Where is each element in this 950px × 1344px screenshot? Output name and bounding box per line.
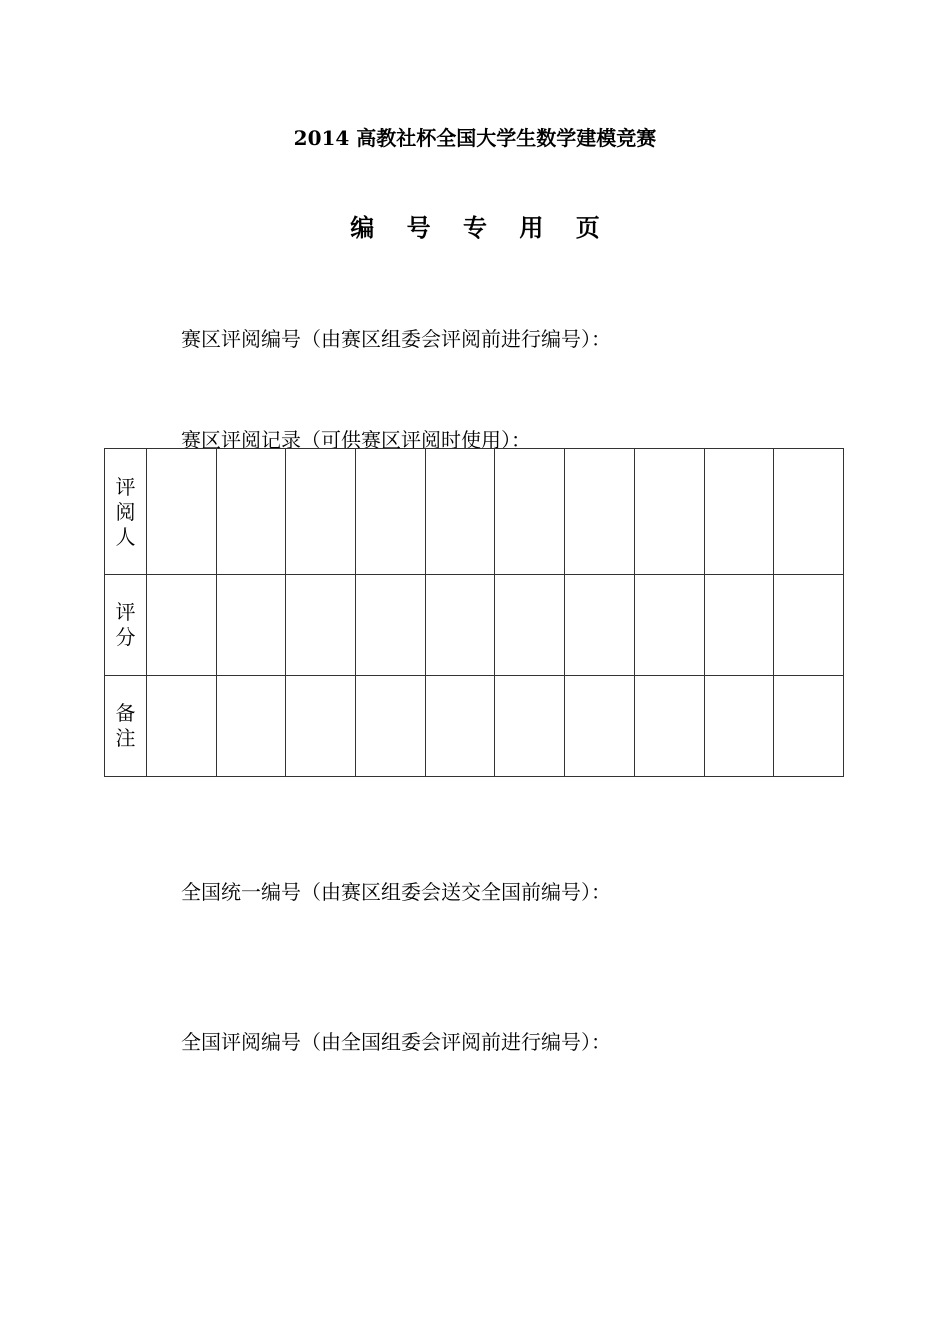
review-record-table <box>104 448 844 777</box>
table-row-remarks <box>105 676 844 777</box>
table-cell[interactable] <box>147 575 217 676</box>
table-cell[interactable] <box>634 676 704 777</box>
table-cell[interactable] <box>774 449 844 575</box>
table-row-reviewer <box>105 449 844 575</box>
national-unified-number-label: 全国统一编号（由赛区组委会送交全国前编号）： <box>181 880 611 904</box>
regional-review-number-label: 赛区评阅编号（由赛区组委会评阅前进行编号）： <box>181 327 611 351</box>
table-cell[interactable] <box>286 449 356 575</box>
table-cell[interactable] <box>356 575 426 676</box>
table-row-score <box>105 575 844 676</box>
table-cell[interactable] <box>425 575 495 676</box>
table-cell[interactable] <box>704 575 774 676</box>
table-cell[interactable] <box>356 449 426 575</box>
page-title: 2014 高教社杯全国大学生数学建模竞赛 <box>293 126 657 150</box>
table-cell[interactable] <box>495 575 565 676</box>
table-cell[interactable] <box>286 676 356 777</box>
table-cell[interactable] <box>565 676 635 777</box>
table-cell[interactable] <box>425 676 495 777</box>
table-cell[interactable] <box>216 449 286 575</box>
table-cell[interactable] <box>634 449 704 575</box>
table-cell[interactable] <box>495 449 565 575</box>
table-cell[interactable] <box>425 449 495 575</box>
table-cell[interactable] <box>565 575 635 676</box>
row-header-reviewer: 评阅人 <box>105 449 147 575</box>
page-subtitle: 编 号 专 用 页 <box>350 213 612 242</box>
row-header-score: 评分 <box>105 575 147 676</box>
table-cell[interactable] <box>495 676 565 777</box>
regional-review-record-label: 赛区评阅记录（可供赛区评阅时使用）： <box>181 428 531 452</box>
table-cell[interactable] <box>704 449 774 575</box>
table-cell[interactable] <box>147 449 217 575</box>
table-cell[interactable] <box>356 676 426 777</box>
table-cell[interactable] <box>704 676 774 777</box>
row-header-remarks: 备注 <box>105 676 147 777</box>
table-cell[interactable] <box>634 575 704 676</box>
national-review-number-label: 全国评阅编号（由全国组委会评阅前进行编号）： <box>181 1030 611 1054</box>
table-cell[interactable] <box>216 575 286 676</box>
table-cell[interactable] <box>147 676 217 777</box>
table-cell[interactable] <box>216 676 286 777</box>
table-cell[interactable] <box>565 449 635 575</box>
table-cell[interactable] <box>774 676 844 777</box>
table-cell[interactable] <box>774 575 844 676</box>
table-cell[interactable] <box>286 575 356 676</box>
